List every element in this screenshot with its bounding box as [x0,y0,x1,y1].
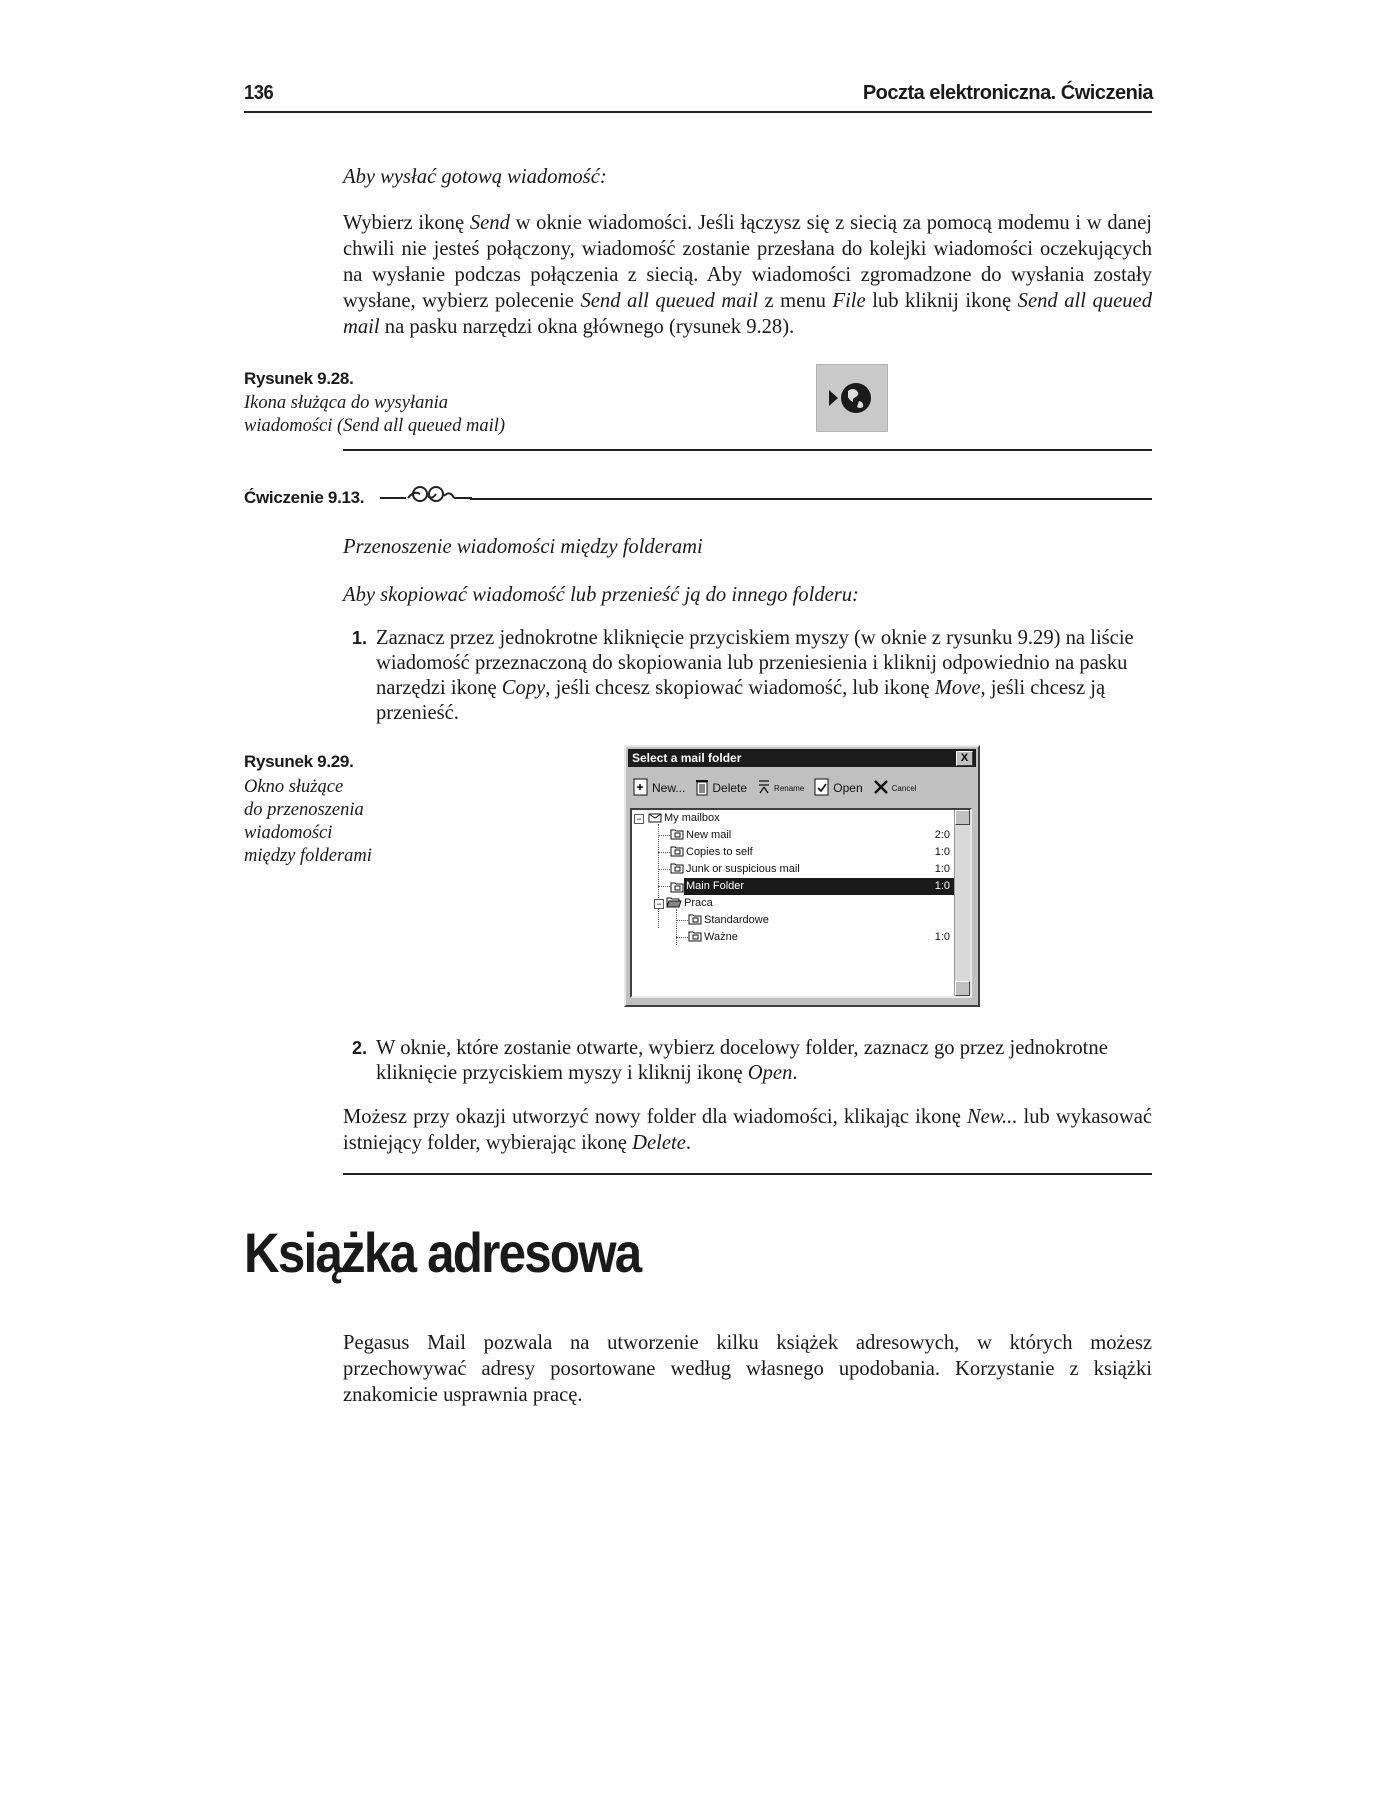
exercise-end-rule [343,1173,1152,1175]
exercise-title: Przenoszenie wiadomości między folderami [343,536,703,558]
tree-item-label: Ważne [704,931,738,943]
dialog-toolbar [630,773,974,803]
folder-icon [670,861,684,880]
new-folder-icon [633,778,649,799]
cancel-label: Cancel [891,783,917,793]
tree-item-count: 2:0 [934,829,950,841]
folder-tree[interactable] [630,808,972,998]
tree-item-count: 1:0 [934,863,950,875]
figure-9-28-label: Rysunek 9.28. [244,369,354,388]
folder-icon [688,929,702,948]
ornament-icon [380,482,472,511]
tree-line [658,886,670,887]
tree-item-new-mail[interactable] [632,827,954,844]
new-button[interactable] [630,775,688,801]
delete-button[interactable] [692,775,750,801]
figure-9-29-label: Rysunek 9.29. [244,752,354,771]
collapse-icon[interactable]: − [634,814,644,824]
tree-item-main-folder[interactable] [684,878,954,895]
tree-item-label: Junk or suspicious mail [686,863,800,875]
rename-button[interactable] [754,775,807,801]
exercise-label: Ćwiczenie 9.13. [244,488,365,507]
rename-label: Rename [774,783,805,793]
page-number: 136 [244,82,274,104]
dialog-titlebar [628,749,976,767]
close-button[interactable]: X [956,751,973,766]
trash-icon [695,778,709,799]
delete-label: Delete [712,781,748,795]
send-queued-mail-icon [816,364,888,432]
tree-item-label: Main Folder [686,880,745,892]
exercise-lead: Aby skopiować wiadomość lub przenieść ją do innego folderu: [343,584,859,606]
tree-item-label: Praca [684,897,713,909]
tree-item-count: 1:0 [934,880,950,892]
running-title: Poczta elektroniczna. Ćwiczenia [862,82,1153,104]
new-label: New... [652,781,686,795]
step-1: 1. Zaznacz przez jednokrotne kliknięcie przyciskiem myszy (w oknie z rysunku 9.29) na liście wiadomość przeznaczoną do skopiowania lub przeniesienia i kliknij odpowiednio na pasku narzędzi ikonę Copy, jeśli chcesz skopiować wiadomość, lub ikonę Move, jeśli chcesz ją przenieść. [352,627,1134,724]
section-heading: Książka adresowa [244,1221,641,1284]
rename-icon [757,778,771,798]
address-book-paragraph: Pegasus Mail pozwala na utworzenie kilku książek adresowych, w których możesz przechowywać adresy posortowane według własnego upodobania. Korzystanie z książki znakomicie usprawnia pracę. [343,1332,1152,1406]
tree-item-standardowe[interactable] [632,912,954,929]
figure-rule [343,449,1152,451]
tree-item-label: Standardowe [704,914,769,926]
open-button[interactable] [811,775,865,801]
figure-9-29-caption: Okno służące do przenoszenia wiadomości między folderami [244,777,372,866]
tree-item-praca[interactable] [632,895,954,912]
scroll-down-button[interactable] [955,981,970,996]
closing-paragraph: Możesz przy okazji utworzyć nowy folder dla wiadomości, klikając ikonę New... lub wykasować istniejący folder, wybierając ikonę Delete. [343,1106,1152,1154]
figure-9-28-caption: Ikona służąca do wysyłania wiadomości (Send all queued mail) [244,393,506,436]
scroll-up-button[interactable] [955,810,970,825]
select-mail-folder-dialog [624,745,980,1007]
send-lead: Aby wysłać gotową wiadomość: [343,166,607,188]
tree-item-wazne[interactable] [632,929,954,946]
open-folder-icon [814,778,830,799]
send-paragraph: Wybierz ikonę Send w oknie wiadomości. Jeśli łączysz się z siecią za pomocą modemu i w danej chwili nie jesteś połączony, wiadomość zostanie przesłana do kolejki wiadomości oczekujących na wysłanie podczas połączenia z siecią. Aby wiadomości zgromadzone do wysłania zostały wysłane, wybierz polecenie Send all queued mail z menu File lub kliknij ikonę Send all queued mail na pasku narzędzi okna głównego (rysunek 9.28). [343,212,1152,338]
tree-item-label: Copies to self [686,846,753,858]
collapse-icon[interactable]: − [654,899,664,909]
tree-item-label: My mailbox [664,812,720,824]
tree-item-label: New mail [686,829,732,841]
vertical-scrollbar[interactable] [954,810,970,996]
tree-item-my-mailbox[interactable] [632,810,954,827]
close-icon [873,779,889,797]
tree-item-count: 1:0 [934,846,950,858]
cancel-button[interactable] [870,775,920,801]
header-rule [244,111,1152,113]
open-label: Open [833,781,863,795]
step-number: 2. [352,1038,368,1058]
step-2: 2. W oknie, które zostanie otwarte, wybierz docelowy folder, zaznacz go przez jednokrotne kliknięcie przyciskiem myszy i kliknij ikonę Open. [352,1037,1108,1084]
tree-item-junk-mail[interactable] [632,861,954,878]
tree-item-count: 1:0 [934,931,950,943]
step-number: 1. [352,628,368,648]
tree-item-copies-to-self[interactable] [632,844,954,861]
dialog-title: Select a mail folder [632,751,742,765]
exercise-line [470,498,1152,500]
